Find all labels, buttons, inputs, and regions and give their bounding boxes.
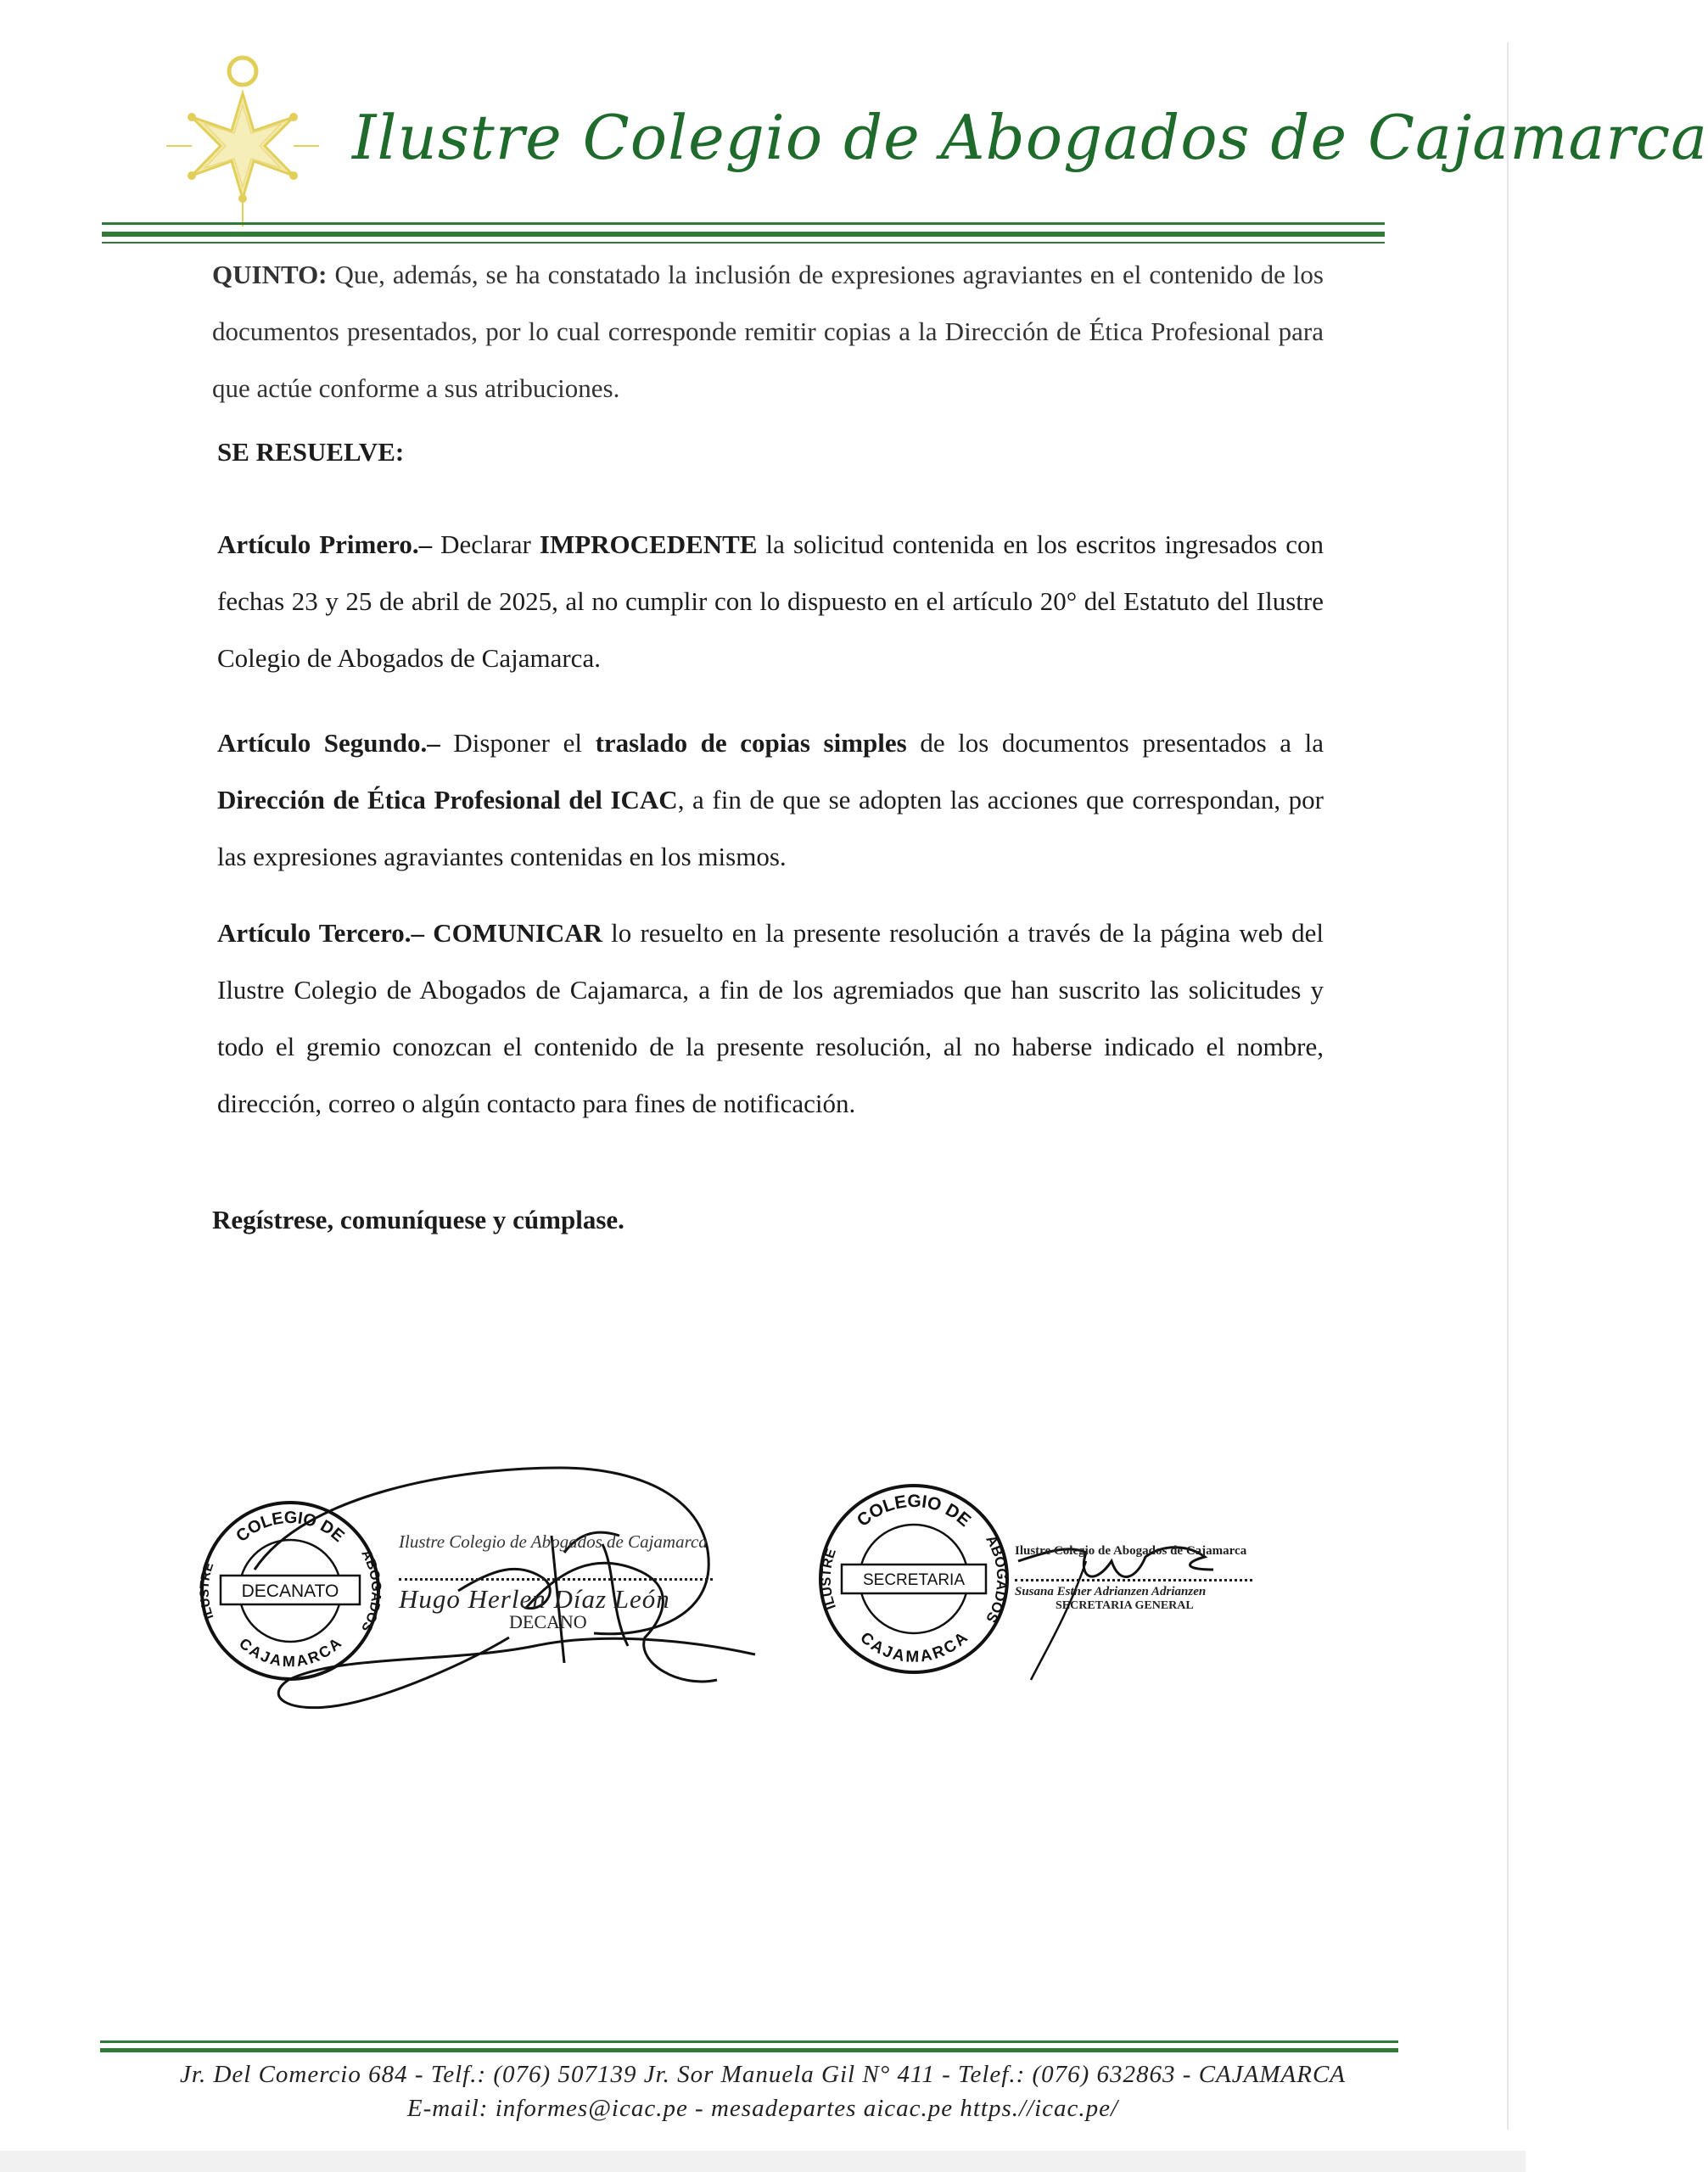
signature-dotted-line (1015, 1579, 1252, 1581)
footer (0, 2057, 1526, 2125)
paragraph-articulo-segundo (217, 714, 1324, 885)
paragraph-articulo-tercero (217, 904, 1324, 1132)
articulo-tercero-text: lo resuelto en la presente resolución a través de la página web del Ilustre Colegio de Abogados de Cajamarca, a fin de los agremiados que han suscrito las solicitudes y todo el gremio conozcan el contenido de la presente resolución, al no haberse indicado el nombre, dirección, correo o algún contacto para fines de notificación. (217, 918, 1324, 1118)
quinto-text: Que, además, se ha constatado la inclusión de expresiones agraviantes en el contenido de los documentos presentados, por lo cual corresponde remitir copias a la Dirección de Ética Profesional para que actúe conforme a sus atribuciones. (212, 260, 1324, 403)
star-emblem-logo (166, 53, 319, 231)
articulo-primero-bold: IMPROCEDENTE (539, 529, 758, 559)
articulo-segundo-bold: traslado de copias simples (595, 728, 907, 758)
articulo-segundo-label: Artículo Segundo.– (217, 728, 440, 758)
seal-text-top: COLEGIO DE (853, 1491, 975, 1531)
header-rule (102, 232, 1385, 237)
secretary-title: SECRETARIA GENERAL (1056, 1599, 1194, 1612)
se-resuelve-heading: SE RESUELVE: (217, 437, 405, 467)
seal-text-right: ABOGADOS (358, 1548, 384, 1635)
svg-text:CAJAMARCA (856, 1629, 971, 1666)
footer-rule (100, 2048, 1398, 2052)
articulo-tercero-label: Artículo Tercero.– (217, 918, 425, 948)
seal-text-bottom: CAJAMARCA (236, 1634, 344, 1671)
dean-name: Hugo Herlen Díaz León (399, 1584, 670, 1614)
articulo-segundo-text: Disponer el (440, 728, 596, 758)
dean-title: DECANO (509, 1611, 587, 1632)
footer-contact: E-mail: informes@icac.pe - mesadepartes aicac.pe https.//icac.pe/ (406, 2095, 1119, 2122)
letterhead (0, 0, 1708, 246)
secretary-name: Susana Esther Adrianzen Adrianzen (1015, 1585, 1207, 1598)
articulo-segundo-text: , a fin de que se adopten las acciones que correspondan, por las expresiones agraviantes contenidas en los mismos. (217, 785, 1324, 871)
footer-address: Jr. Del Comercio 684 - Telf.: (076) 507139 Jr. Sor Manuela Gil N° 411 - Telef.: (076) 632863 - CAJAMARCA (180, 2061, 1346, 2088)
page-edge (1507, 42, 1509, 2130)
dean-signature-block (399, 1531, 738, 1633)
scan-bottom-edge (0, 2151, 1526, 2172)
dean-org-line: Ilustre Colegio de Abogados de Cajamarca (399, 1531, 708, 1552)
secretary-org-line: Ilustre Colegio de Abogados de Cajamarca (1015, 1544, 1247, 1558)
header-rule (102, 222, 1385, 225)
signature-dotted-line (399, 1578, 713, 1581)
paragraph-articulo-primero (217, 516, 1324, 686)
svg-text:ILUSTRE (198, 1561, 217, 1621)
paragraph-quinto (212, 246, 1324, 417)
seal-center-label: SECRETARIA (862, 1571, 966, 1589)
seal-center-label: DECANATO (241, 1581, 339, 1601)
closing-formula: Regístrese, comuníquese y cúmplase. (212, 1205, 624, 1234)
secretary-signature-block (1015, 1544, 1269, 1613)
articulo-primero-label: Artículo Primero.– (217, 529, 433, 559)
seal-text-right: ABOGADOS (983, 1532, 1011, 1626)
header-rule (102, 242, 1385, 244)
seal-text-bottom: CAJAMARCA (856, 1628, 972, 1666)
org-name: Ilustre Colegio de Abogados de Cajamarca (352, 102, 1708, 173)
seal-text-left: ILUSTRE (197, 1560, 217, 1621)
articulo-primero-text: la solicitud contenida en los escritos ingresados con fechas 23 y 25 de abril de 2025, al no cumplir con lo dispuesto en el artículo 20° del Estatuto del Ilustre Colegio de Abogados de Cajamarca. (217, 529, 1324, 673)
secretaria-seal (816, 1481, 1011, 1677)
articulo-segundo-text: de los documentos presentados a la (906, 728, 1324, 758)
seal-text-top: COLEGIO DE (232, 1508, 348, 1547)
footer-rule (100, 2040, 1398, 2043)
articulo-primero-text: Declarar (432, 529, 540, 559)
seal-text-left: ILUSTRE (819, 1547, 839, 1611)
articulo-tercero-bold: COMUNICAR (424, 918, 602, 948)
quinto-label: QUINTO: (212, 260, 328, 289)
articulo-segundo-bold: Dirección de Ética Profesional del ICAC (217, 785, 678, 814)
